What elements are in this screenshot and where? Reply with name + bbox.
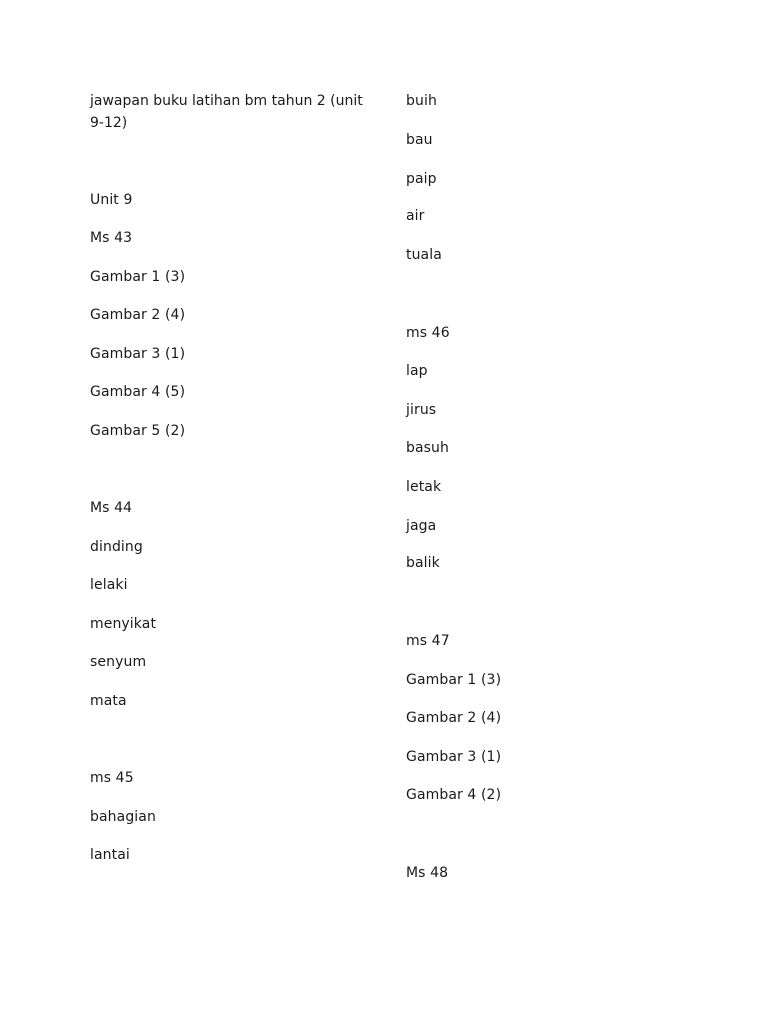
answer-line: lantai <box>90 847 130 863</box>
answer-line: senyum <box>90 654 147 670</box>
answer-line: air <box>406 208 425 224</box>
answer-line: basuh <box>406 440 450 456</box>
unit-heading: Unit 9 <box>90 192 133 208</box>
page-heading-ms43: Ms 43 <box>90 230 133 246</box>
answer-line: paip <box>406 171 437 187</box>
page-heading-ms48: Ms 48 <box>406 865 449 881</box>
answer-line: lap <box>406 363 428 379</box>
answer-line: lelaki <box>90 577 128 593</box>
answer-line: buih <box>406 93 437 109</box>
answer-line: tuala <box>406 247 442 263</box>
document-title: jawapan buku latihan bm tahun 2 (unit 9-12) <box>90 93 363 131</box>
answer-line: bahagian <box>90 809 156 825</box>
answer-line: Gambar 4 (2) <box>406 787 502 803</box>
answer-line: bau <box>406 132 433 148</box>
answer-line: letak <box>406 479 442 495</box>
answer-line: jaga <box>406 518 437 534</box>
answer-line: Gambar 3 (1) <box>90 346 186 362</box>
answer-line: Gambar 1 (3) <box>406 672 502 688</box>
answer-line: mata <box>90 693 127 709</box>
answer-line: balik <box>406 555 440 571</box>
page-heading-ms47: ms 47 <box>406 633 450 649</box>
answer-line: Gambar 1 (3) <box>90 269 186 285</box>
answer-line: dinding <box>90 539 143 555</box>
page-heading-ms45: ms 45 <box>90 770 134 786</box>
answer-line: Gambar 5 (2) <box>90 423 186 439</box>
answer-line: Gambar 4 (5) <box>90 384 186 400</box>
answer-line: jirus <box>406 402 437 418</box>
page-heading-ms44: Ms 44 <box>90 500 133 516</box>
answer-line: Gambar 3 (1) <box>406 749 502 765</box>
answer-line: Gambar 2 (4) <box>406 710 502 726</box>
answer-line: menyikat <box>90 616 157 632</box>
answer-line: Gambar 2 (4) <box>90 307 186 323</box>
page-heading-ms46: ms 46 <box>406 325 450 341</box>
